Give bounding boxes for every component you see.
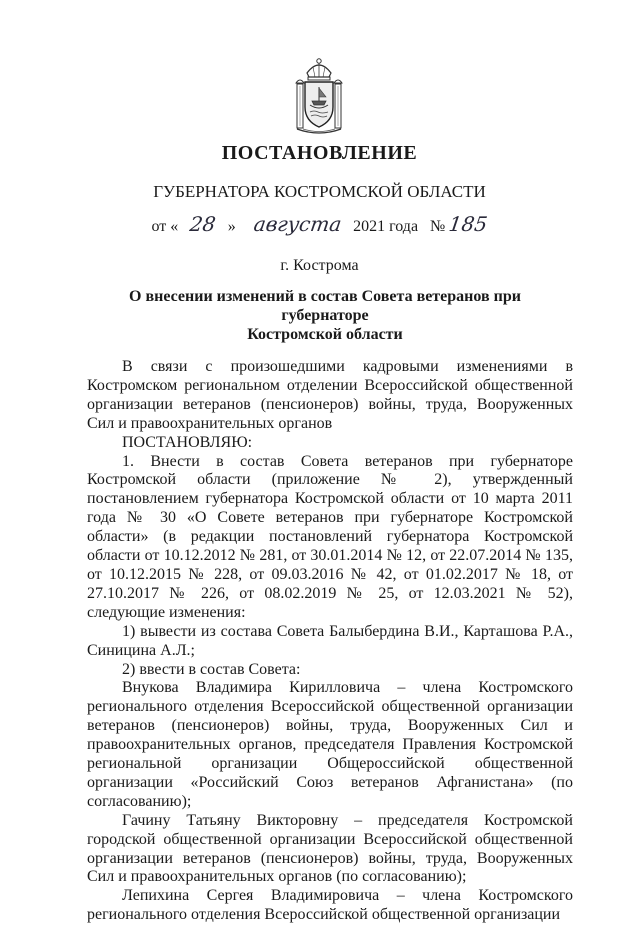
document-heading (90, 287, 560, 344)
paragraph-item-1: 1. Внести в состав Совета ветеранов при губернаторе Костромской области (приложение № 2), утвержденный постановлением губернатора Костромской области от 10 марта 2011 года № 30 «О Совете ветеранов при губернаторе Костромской области» (в редакции постановлений губернатора Костромской области от 10.12.2012 № 281, от 30.01.2014 № 12, от 22.07.2014 № 135, от 10.12.2015 № 228, от 09.03.2016 № 42, от 01.02.2017 № 18, от 27.10.2017 № 226, от 08.02.2019 № 25, от 12.03.2021 № 52), следующие изменения: (87, 452, 573, 621)
number-prefix: № (430, 218, 446, 235)
city-line: г. Кострома (280, 257, 359, 274)
handwritten-month: августа (252, 212, 343, 236)
issuer-line: ГУБЕРНАТОРА КОСТРОМСКОЙ ОБЛАСТИ (153, 182, 486, 201)
document-body (87, 358, 573, 925)
date-mid: » (227, 218, 236, 235)
handwritten-number: 185 (447, 212, 490, 236)
heading-line-1: О внесении изменений в состав Совета ветеранов при губернаторе (129, 288, 521, 324)
paragraph-decree: ПОСТАНОВЛЯЮ: (122, 433, 253, 451)
date-year: 2021 года (353, 218, 419, 235)
handwritten-day: 28 (188, 212, 218, 236)
date-prefix: от « (151, 218, 179, 235)
paragraph-member-gachina: Гачину Татьяну Викторовну – председателя Костромской городской общественной организации Всероссийской общественной организации ветеранов (пенсионеров) войны, труда, Вооруженных Сил и правоохранительных органов (по согласованию); (87, 811, 573, 886)
paragraph-member-vnukov: Внукова Владимира Кирилловича – члена Костромского регионального отделения Всероссийской общественной организации ветеранов (пенсионеров) войны, труда, Вооруженных Сил и правоохранительных органов, председателя Правления Костромской региональной организации Общероссийской общественной организации «Российский Союз ветеранов Афганистана» (по согласованию); (87, 679, 573, 810)
paragraph-preamble: В связи с произошедшими кадровыми изменениями в Костромском региональном отделении Всероссийской общественной организации ветеранов (пенсионеров) войны, труда, Вооруженных Сил и правоохранительных органов (87, 358, 573, 432)
paragraph-subitem-2: 2) ввести в состав Совета: (122, 660, 301, 678)
paragraph-subitem-1: 1) вывести из состава Совета Балыбердина В.И., Карташова Р.А., Синицина А.Л.; (87, 622, 573, 659)
coat-of-arms-icon (293, 55, 345, 135)
document-title: ПОСТАНОВЛЕНИЕ (221, 142, 418, 164)
date-line (0, 212, 639, 236)
paragraph-member-lepikhin: Лепихина Сергея Владимировича – члена Костромского регионального отделения Всероссийской общественной организации (87, 887, 573, 924)
heading-line-2: Костромской области (247, 326, 403, 343)
